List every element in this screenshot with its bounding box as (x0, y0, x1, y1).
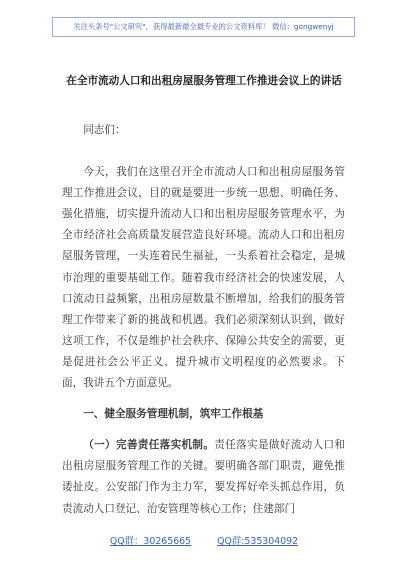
document-body (62, 120, 345, 520)
opening-paragraph: 今天，我们在这里召开全市流动人口和出租房屋服务管理工作推进会议，目的就是要进一步统一思想、明确任务、强化措施，切实提升流动人口和出租房屋服务管理水平，为全市经济社会高质量发展营造良好环境。流动人口和出租房屋服务管理，一头连着民生福祉，一头系着社会稳定，是城市治理的重要基础工作。随着我市经济社会的快速发展，人口流动日益频繁，出租房屋数量不断增加，给我们的服务管理工作带来了新的挑战和机遇。我们必须深刻认识到，做好这项工作，不仅是维护社会秩序、保障公共安全的需要，更是促进社会公平正义、提升城市文明程度的必然要求。下面，我讲五个方面意见。 (62, 166, 345, 390)
section-heading-1: 一、健全服务管理机制，筑牢工作根基 (83, 408, 264, 421)
subsection-heading-1: （一）完善责任落实机制。 (83, 439, 215, 452)
header-notice-text: 关注头条号"公文研究"，获得最新最全最专业的公文资料库！ 微信：gongwenyj (73, 22, 334, 31)
header-notice-banner (52, 17, 355, 37)
salutation: 同志们： (83, 124, 126, 136)
subsection-text-1: 责任落实是做好流动人口和出租房屋服务管理工作的关键。要明确各部门职责，避免推诿扯皮。公安部门作为主力军，要发挥好牵头抓总作用，负责流动人口登记、治安管理等核心工作；住建部门 (62, 439, 346, 515)
footer-qq-group-1[interactable]: QQ群：30265665 (109, 536, 192, 547)
footer-qq-group-2[interactable]: QQ群:535304092 (217, 536, 299, 547)
subsection-paragraph-1 (62, 435, 345, 519)
footer-contact (0, 533, 408, 547)
document-title: 在全市流动人口和出租房屋服务管理工作推进会议上的讲话 (66, 75, 342, 87)
